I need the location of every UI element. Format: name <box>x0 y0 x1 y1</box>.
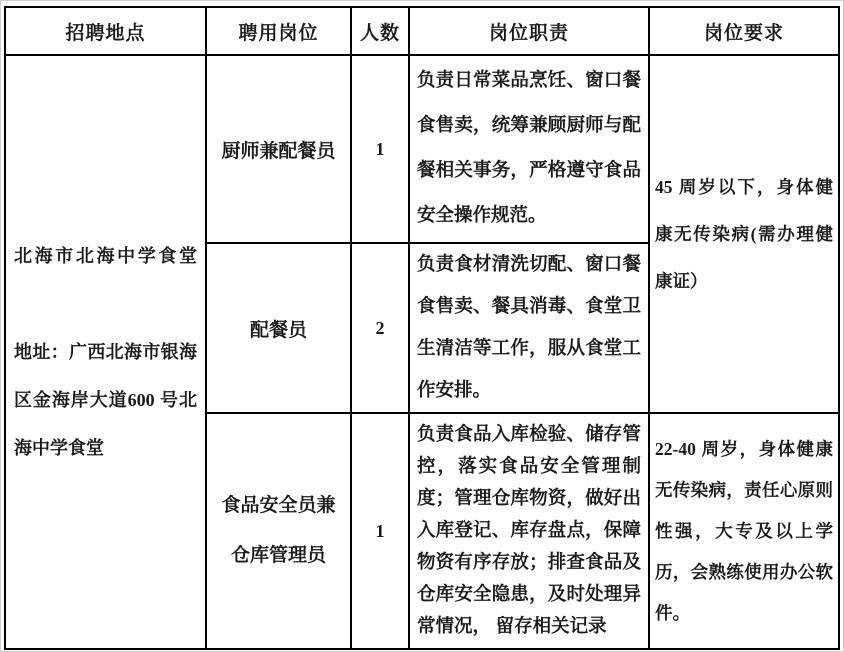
header-headcount: 人数 <box>351 7 409 55</box>
header-recruit-location: 招聘地点 <box>5 7 206 55</box>
text-line: 常情况， 留存相关记录 <box>417 617 607 637</box>
cell-requirements-food-safety <box>649 413 839 649</box>
text-line: 负责日常菜品烹饪、窗口餐 <box>417 71 641 91</box>
text-line: 性强，大专及以上学 <box>655 520 833 541</box>
header-requirements: 岗位要求 <box>649 7 839 55</box>
text-line: 海中学食堂 <box>14 438 104 458</box>
header-row <box>5 7 839 55</box>
cell-requirements-chef-catering <box>649 55 839 413</box>
text-line: 食售卖、餐具消毒、食堂卫 <box>417 297 641 317</box>
header-duties: 岗位职责 <box>409 7 649 55</box>
cell-count-food-safety: 1 <box>351 413 409 649</box>
recruitment-table <box>4 6 840 650</box>
cell-duties-catering <box>409 243 649 413</box>
text-line: 仓库安全隐患，及时处理异 <box>417 585 641 605</box>
text-line: 件。 <box>655 602 690 623</box>
text-line: 餐相关事务，严格遵守食品 <box>417 161 641 181</box>
text-line: 无传染病，责任心原则 <box>655 479 833 500</box>
text-line: 康无传染病(需办理健 <box>655 223 833 244</box>
text-line: 控，落实食品安全管理制 <box>417 457 641 477</box>
text-line: 物资有序存放；排查食品及 <box>417 553 641 573</box>
text-line: 食品安全员兼 <box>221 495 336 516</box>
text-line: 食售卖，统筹兼顾厨师与配 <box>417 116 641 136</box>
cell-position-chef: 厨师兼配餐员 <box>206 55 351 243</box>
row-chef <box>5 55 839 243</box>
text-line: 22-40 周岁，身体健康 <box>655 438 833 459</box>
cell-position-food-safety <box>206 413 351 649</box>
cell-count-catering: 2 <box>351 243 409 413</box>
text-line: 康证） <box>655 270 708 291</box>
text-line: 地址：广西北海市银海 <box>14 342 197 362</box>
header-position: 聘用岗位 <box>206 7 351 55</box>
text-line: 入库登记、库存盘点，保障 <box>417 521 641 541</box>
text-line <box>14 280 197 328</box>
cell-count-chef: 1 <box>351 55 409 243</box>
cell-recruit-location <box>5 55 206 649</box>
text-line: 安全操作规范。 <box>417 206 547 226</box>
text-line: 区金海岸大道600 号北 <box>14 390 197 410</box>
cell-position-catering: 配餐员 <box>206 243 351 413</box>
text-line: 负责食材清洗切配、窗口餐 <box>417 255 641 275</box>
text-line: 度；管理仓库物资，做好出 <box>417 489 641 509</box>
cell-duties-chef <box>409 55 649 243</box>
text-line: 作安排。 <box>417 381 492 401</box>
text-line: 负责食品入库检验、储存管 <box>417 425 641 445</box>
cell-duties-food-safety <box>409 413 649 649</box>
text-line: 北海市北海中学食堂 <box>14 246 197 266</box>
text-line: 45 周岁以下，身体健 <box>655 176 833 197</box>
text-line: 生清洁等工作，服从食堂工 <box>417 339 641 359</box>
text-line: 仓库管理员 <box>230 545 326 566</box>
text-line: 历，会熟练使用办公软 <box>655 561 833 582</box>
